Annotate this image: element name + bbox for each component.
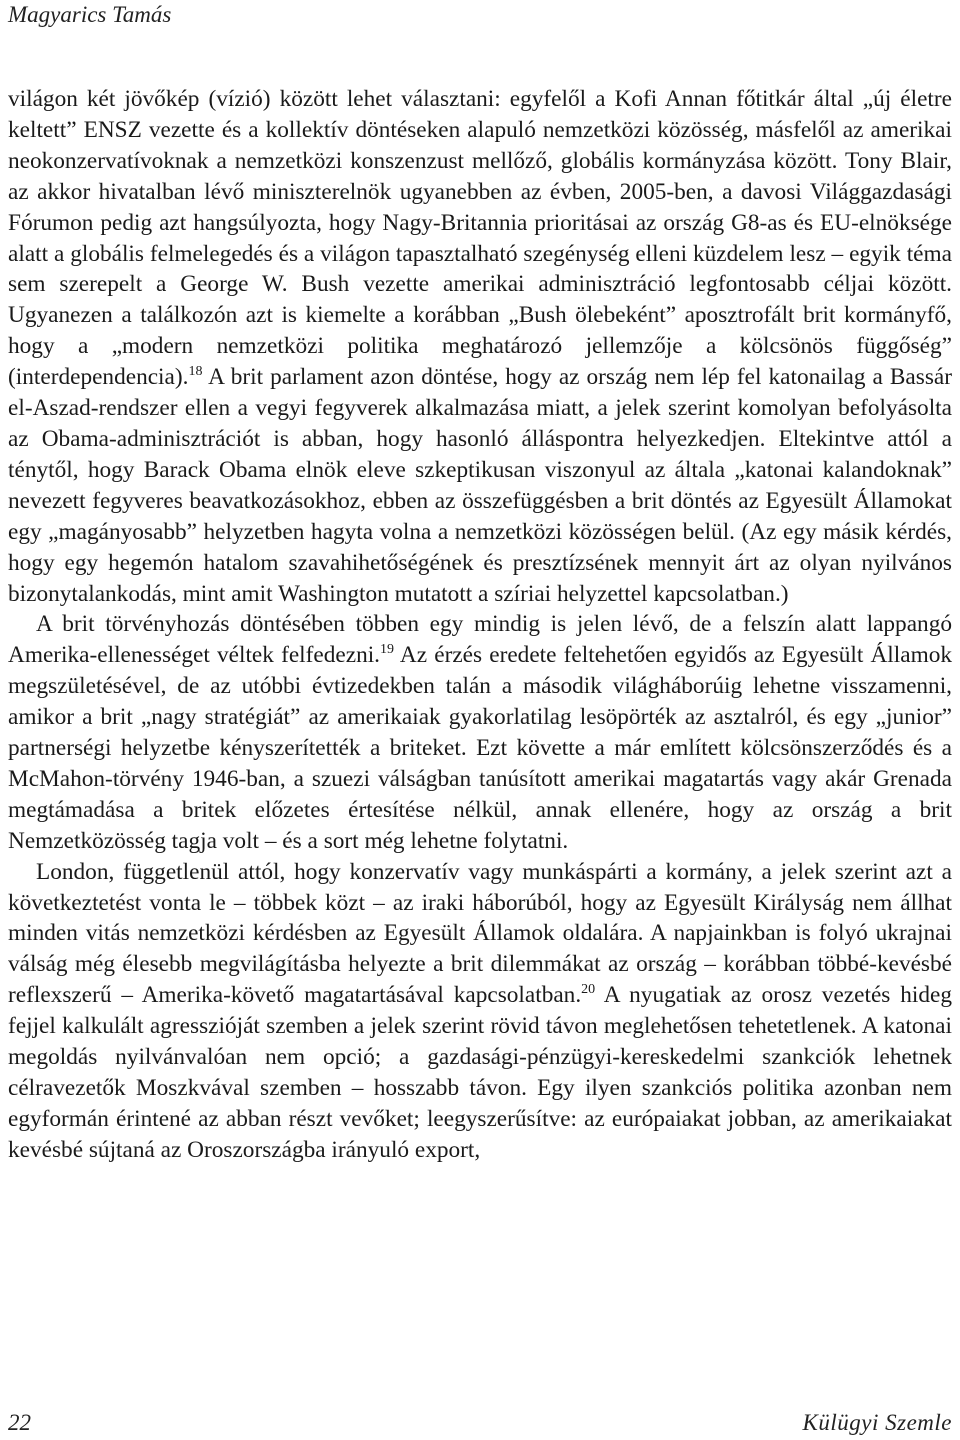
- page-number: 22: [8, 1410, 31, 1435]
- paragraph-text: A nyugatiak az orosz vezetés hideg fejjel kalkulált agresszióját szemben a jelek szerint rövid távon meglehetősen tehetetlenek. A katonai megoldás nyilvánvalóan nem opció; a gazdasági-pénzügyi-kereskedelmi szankciók lehetnek célravezetők Moszkvával szemben – hosszabb távon. Egy ilyen szankciós politika azonban nem egyformán érintené az abban részt vevőket; leegyszerűsítve: az európaiakat jobban, az amerikaiakat kevésbé sújtaná az Oroszországba irányuló export,: [8, 982, 952, 1163]
- article-body: [8, 84, 952, 1166]
- paragraph-text: A brit törvényhozás döntésében többen egy mindig is jelen lévő, de a felszín alatt lappangó Amerika-ellenességet véltek felfedezni.: [8, 611, 952, 669]
- paragraph-text: London, függetlenül attól, hogy konzervatív vagy munkáspárti a kormány, a jelek szerint azt a következtetést vonta le – többek közt – az iraki háborúból, hogy az Egyesült Királyság nem állhat minden vitás nemzetközi kérdésben az Egyesült Államok oldalára. A napjainkban is folyó ukrajnai válság még élesebb megvilágításba helyezte a brit dilemmákat az ország – korábban többé-kevésbé reflexszerű – Amerika-követő magatartásával kapcsolatban.: [8, 858, 952, 1009]
- paragraph-text: Az érzés eredete feltehetően egyidős az Egyesült Államok megszületésével, de az utóbbi évtizedekben talán a második világháborúig lehetne visszamenni, amikor a brit „nagy stratégiát” az amerikaiak gyakorlatilag lesöpörték az asztalról, és egy „junior” partnerségi helyzetbe kényszerítették a briteket. Ezt követte a már említett kölcsönszerződés és a McMahon-törvény 1946-ban, a szuezi válságban tanúsított amerikai magatartás vagy akár Grenada megtámadása a britek előzetes értesítése nélkül, annak ellenére, hogy az ország a brit Nemzetközösség tagja volt – és a sort még lehetne folytatni.: [8, 642, 953, 854]
- footnote-ref: 19: [380, 642, 395, 658]
- paragraph: [8, 84, 952, 609]
- running-header-author: Magyarics Tamás: [8, 2, 172, 27]
- paragraph: [8, 609, 952, 856]
- paragraph-text: A brit parlament azon döntése, hogy az ország nem lép fel katonailag a Bassár el-Aszad-rendszer ellen a vegyi fegyverek alkalmazása miatt, a jelek szerint komolyan befolyásolta az Obama-adminisztrációt is abban, hogy hasonló álláspontra helyezkedjen. Eltekintve attól a ténytől, hogy Barack Obama elnök eleve szkeptikusan viszonyul az általa „katonai kalandoknak” nevezett fegyveres beavatkozásokhoz, ebben az összefüggésben a brit döntés az Egyesült Államokat egy „magányosabb” helyzetben hagyta volna a nemzetközi közösségen belül. (Az egy másik kérdés, hogy egy hegemón hatalom szavahihetőségének és presztízsének mennyit árt az olyan nyilvános bizonytalankodás, mint amit Washington mutatott a szíriai helyzettel kapcsolatban.): [8, 364, 952, 607]
- journal-title: Külügyi Szemle: [802, 1410, 952, 1435]
- paragraph: [8, 857, 952, 1166]
- footnote-ref: 18: [188, 364, 203, 380]
- footnote-ref: 20: [581, 982, 596, 998]
- paragraph-text: világon két jövőkép (vízió) között lehet választani: egyfelől a Kofi Annan főtitkár által „új életre keltett” ENSZ vezette és a kollektív döntéseken alapuló nemzetközi közösség, másfelől az amerikai neokonzervatívoknak a nemzetközi konszenzust mellőző, globális kormányzása között. Tony Blair, az akkor hivatalban lévő miniszterelnök ugyanebben az évben, 2005-ben, a davosi Világgazdasági Fórumon pedig azt hangsúlyozta, hogy Nagy-Britannia prioritásai az ország G8-as és EU-elnöksége alatt a globális felmelegedés és a világon tapasztalható szegénység elleni küzdelem lesz – egyik téma sem szerepelt a George W. Bush vezette amerikai adminisztráció legfontosabb céljai között. Ugyanezen a találkozón azt is kiemelte a korábban „Bush ölebeként” aposztrofált brit kormányfő, hogy a „modern nemzetközi politika meghatározó jellemzője a kölcsönös függőség” (interdependencia).: [8, 86, 952, 391]
